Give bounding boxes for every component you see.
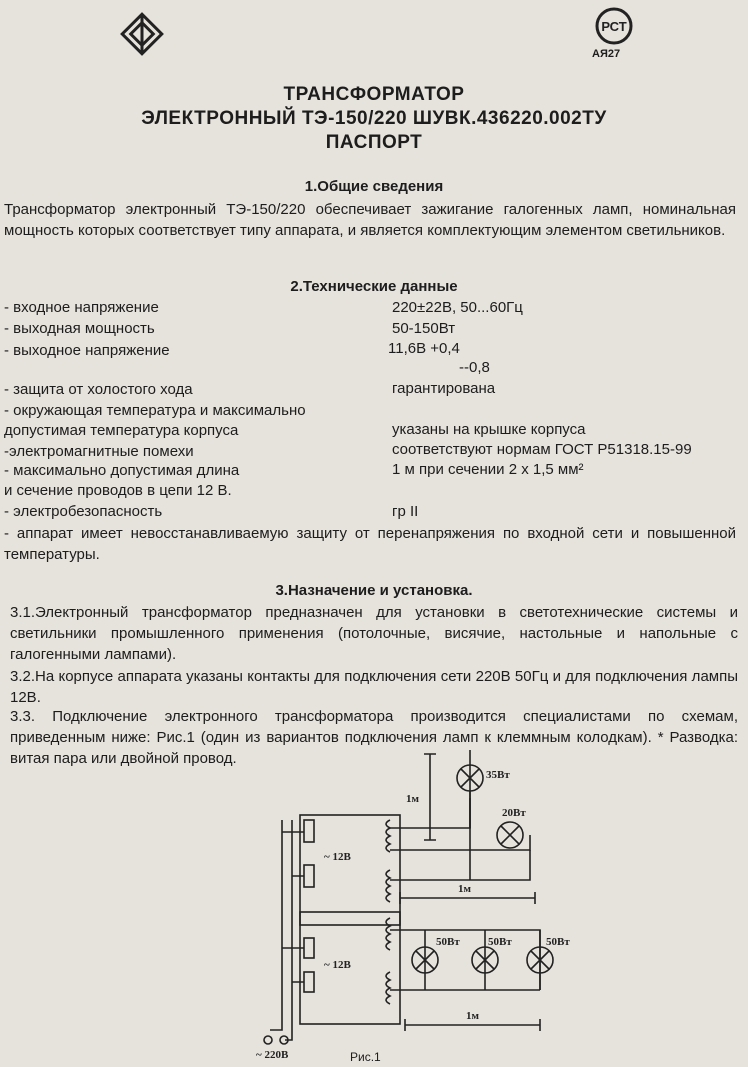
spec-label: - выходная мощность [4, 320, 155, 337]
spec-label: -электромагнитные помехи [4, 443, 194, 460]
spec-value: --0,8 [459, 359, 490, 376]
lamp-50w-label: 50Вт [436, 936, 460, 948]
spec-label: допустимая температура корпуса [4, 422, 239, 439]
dim-label-vertical: 1м [406, 793, 419, 805]
cert-code: АЯ27 [592, 48, 621, 60]
title-line2: ЭЛЕКТРОННЫЙ ТЭ-150/220 ШУВК.436220.002ТУ [141, 108, 607, 129]
spec-label: - выходное напряжение [4, 342, 170, 359]
output-12v-label: ~ 12В [324, 959, 351, 971]
spec-value: гр II [392, 503, 419, 520]
title-line3: ПАСПОРТ [325, 132, 423, 153]
lamp-20w-label: 20Вт [502, 807, 526, 819]
output-12v-label: ~ 12В [324, 851, 351, 863]
section1-text: Трансформатор электронный ТЭ-150/220 обеспечивает зажигание галогенных ламп, номинальная мощность которых соответствует типу аппарата, и является комплектующим элементом светильников. [4, 201, 736, 239]
spec-label: - защита от холостого хода [4, 381, 193, 398]
spec-label: - входное напряжение [4, 299, 159, 316]
spec-label: - окружающая температура и максимально [4, 402, 306, 419]
spec-label: - максимально допустимая длина [4, 462, 240, 479]
spec-value: гарантирована [392, 380, 496, 397]
spec-label: - электробезопасность [4, 503, 163, 520]
terminal [304, 865, 314, 887]
terminal [304, 938, 314, 958]
spec-value: 11,6В +0,4 [388, 340, 460, 357]
section3-heading: 3.Назначение и установка. [275, 582, 473, 599]
spec-value: соответствуют нормам ГОСТ Р51318.15-99 [392, 441, 692, 458]
section3-p2: 3.2.На корпусе аппарата указаны контакты для подключения сети 220В 50Гц и для подключения лампы 12В. [10, 668, 738, 706]
dim-label-top: 1м [458, 883, 471, 895]
spec-value: 220±22В, 50...60Гц [392, 299, 523, 316]
section1-heading: 1.Общие сведения [304, 178, 444, 195]
rst-certification-icon [594, 6, 634, 46]
section2-heading: 2.Технические данные [290, 278, 458, 295]
lamp-50w-label: 50Вт [488, 936, 512, 948]
coil [386, 918, 390, 950]
wiring-diagram [240, 740, 590, 1060]
spec-value: 1 м при сечении 2 х 1,5 мм² [392, 461, 584, 478]
coil [386, 820, 390, 852]
coil [386, 972, 390, 1004]
lamp-35w-label: 35Вт [486, 769, 510, 781]
figure-caption: Рис.1 [350, 1050, 381, 1064]
manufacturer-logo-icon [120, 12, 164, 56]
section3-p1: 3.1.Электронный трансформатор предназначен для установки в светотехнические системы и светильники промышленного применения (потолочные, висячие, настольные и напольные с галогенными лампами). [10, 604, 738, 663]
title-line1: ТРАНСФОРМАТОР [283, 84, 465, 105]
certification-mark [588, 4, 646, 68]
protection-text: - аппарат имеет невосстанавливаемую защиту от перенапряжения по входной сети и повышенной температуры. [4, 525, 736, 563]
lamp-50w-label: 50Вт [546, 936, 570, 948]
coil [386, 870, 390, 902]
transformer-1 [300, 815, 400, 925]
terminal [304, 820, 314, 842]
terminal [304, 972, 314, 992]
spec-value: 50-150Вт [392, 320, 456, 337]
svg-text:РСТ: РСТ [601, 19, 627, 34]
spec-value: указаны на крышке корпуса [392, 421, 586, 438]
section3-p3: 3.3. Подключение электронного трансформатора производится специалистами по схемам, приведенным ниже: Рис.1 (один из вариантов подключения ламп к клеммным колодкам). * Разводка: витая пара или двойной провод. [10, 708, 738, 767]
spec-label: и сечение проводов в цепи 12 В. [4, 482, 232, 499]
mains-220v-label: ~ 220В [256, 1049, 289, 1060]
dim-label-bottom: 1м [466, 1010, 479, 1022]
